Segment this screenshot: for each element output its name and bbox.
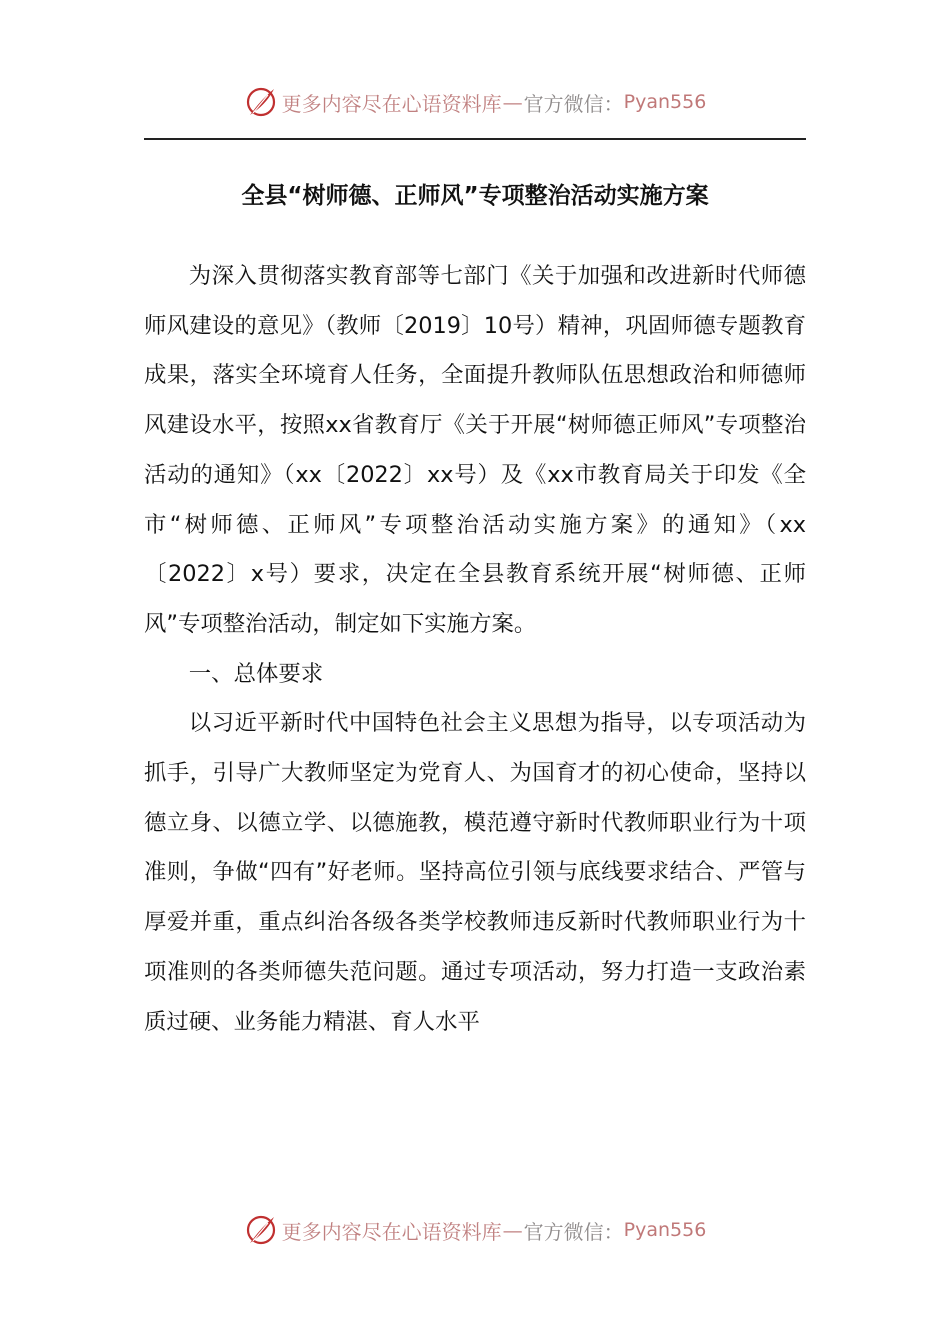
section-heading: 一、总体要求 bbox=[188, 660, 324, 687]
watermark-weixin-label: 官方微信： bbox=[523, 1219, 624, 1244]
watermark-site-text: 更多内容尽在心语资料库 bbox=[281, 91, 502, 116]
watermark-dash: — bbox=[502, 1218, 523, 1242]
header-watermark bbox=[0, 82, 950, 122]
watermark-weixin-label: 官方微信： bbox=[523, 91, 624, 116]
footer-watermark bbox=[0, 1210, 950, 1250]
watermark-site-text: 更多内容尽在心语资料库 bbox=[281, 1219, 502, 1244]
header-divider bbox=[144, 138, 806, 140]
section-paragraph: 以习近平新时代中国特色社会主义思想为指导，以专项活动为抓手，引导广大教师坚定为党育人、为国育才的初心使命，坚持以德立身、以德立学、以德施教，模范遵守新时代教师职业行为十项准则，争做“四有”好老师。坚持高位引领与底线要求结合、严管与厚爱并重，重点纠治各级各类学校教师违反新时代教师职业行为十项准则的各类师德失范问题。通过专项活动，努力打造一支政治素质过硬、业务能力精湛、育人水平 bbox=[144, 710, 806, 1035]
document-body bbox=[144, 252, 806, 1047]
quill-pen-logo-icon bbox=[244, 1213, 278, 1247]
intro-paragraph: 为深入贯彻落实教育部等七部门《关于加强和改进新时代师德师风建设的意见》（教师〔2019〕10号）精神，巩固师德专题教育成果，落实全环境育人任务，全面提升教师队伍思想政治和师德师风建设水平，按照xx省教育厅《关于开展“树师德正师风”专项整治活动的通知》（xx〔2022〕xx号）及《xx市教育局关于印发《全市“树师德、正师风”专项整治活动实施方案》的通知》（xx〔2022〕x号）要求，决定在全县教育系统开展“树师德、正师风”专项整治活动，制定如下实施方案。 bbox=[144, 263, 806, 637]
watermark-weixin-id: Pyan556 bbox=[623, 91, 707, 113]
watermark-dash: — bbox=[502, 90, 523, 114]
watermark-weixin-id: Pyan556 bbox=[623, 1219, 707, 1241]
document-title: 全县“树师德、正师风”专项整治活动实施方案 bbox=[241, 183, 709, 209]
quill-pen-logo-icon bbox=[244, 85, 278, 119]
